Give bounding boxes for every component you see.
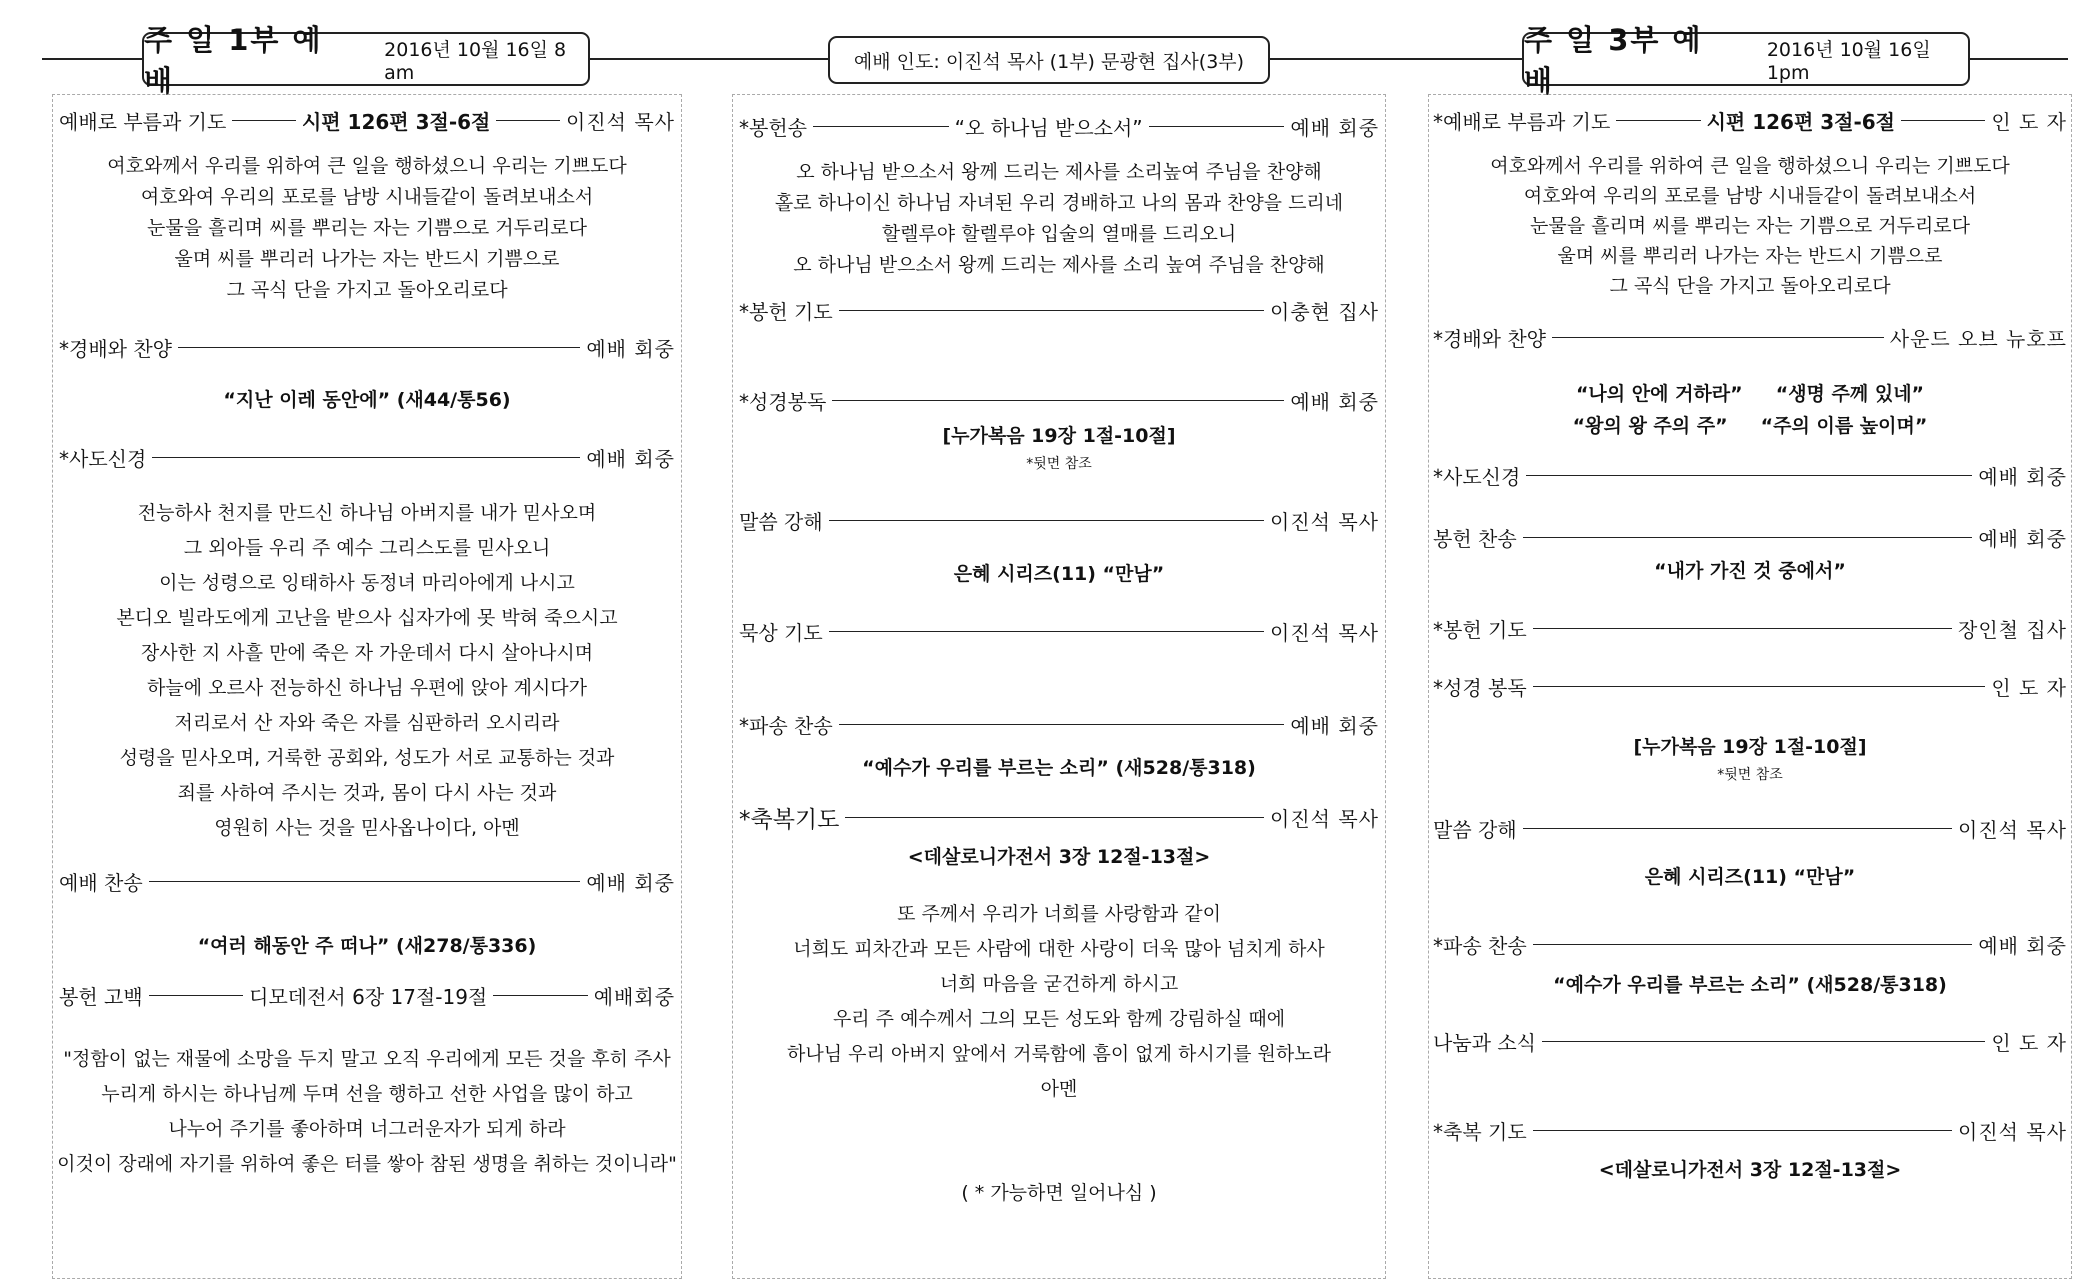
call-text-line: 눈물을 흘리며 씨를 뿌리는 자는 기쁨으로 거두리로다 [1529, 215, 1971, 237]
service-date: 2016년 10월 16일 1pm [1766, 38, 1931, 84]
sending-song [733, 753, 1385, 783]
order-person: 인 도 자 [1991, 675, 2067, 700]
header-service-1 [142, 23, 590, 98]
order-person: 예배 회중 [586, 870, 675, 895]
benediction-line: 또 주께서 우리가 너희를 사랑함과 같이 [897, 903, 1221, 925]
order-label: 나눔과 소식 [1433, 1030, 1536, 1055]
praise-song [53, 385, 681, 415]
header-rule-mid-right [1270, 58, 1522, 60]
call-text-line: 여호와여 우리의 포로를 남방 시내들같이 돌려보내소서 [140, 186, 594, 208]
order-praise [59, 332, 675, 362]
order-person: 인 도 자 [1991, 109, 2068, 134]
order-label: *경배와 찬양 [59, 336, 172, 361]
order-label: *축복기도 [739, 806, 840, 833]
order-label: *성경 봉독 [1433, 675, 1527, 700]
song-number: (새528/통318) [1806, 974, 1947, 996]
column-service-1 [52, 94, 682, 1279]
order-call-to-worship [59, 105, 675, 135]
order-person: 장인철 집사 [1958, 617, 2067, 642]
scripture-ref: 시편 126편 3절-6절 [301, 109, 491, 134]
order-sending-hymn [739, 709, 1379, 739]
order-sermon [739, 505, 1379, 535]
order-creed [1433, 460, 2067, 490]
scripture-ref: <데살로니가전서 3장 12절-13절> [907, 846, 1211, 868]
order-offering-prayer [739, 295, 1379, 325]
order-news [1433, 1026, 2067, 1056]
sending-song [1429, 970, 2071, 1000]
song-title: “여러 해동안 주 떠나” [197, 935, 390, 957]
order-offertory [739, 111, 1379, 141]
order-person: 사운드 오브 뉴호프 [1889, 326, 2067, 351]
order-creed [59, 442, 675, 472]
offertory-lyric-line: 오 하나님 받으소서 왕께 드리는 제사를 소리높여 주님을 찬양해 [796, 161, 1322, 183]
column-middle [732, 94, 1386, 1279]
benediction-line: 하나님 우리 아버지 앞에서 거룩함에 흠이 없게 하시기를 원하노라 [787, 1043, 1331, 1065]
header-rule-left [42, 58, 142, 60]
sermon-title: 은혜 시리즈(11) “만남” [1644, 866, 1856, 888]
order-person: 이진석 목사 [566, 109, 676, 134]
header-rule-right [1970, 58, 2068, 60]
scripture-note: *뒷면 참조 [1717, 767, 1783, 783]
order-label: *성경봉독 [739, 389, 827, 414]
page-title: 주 일 1부 예 배 [144, 23, 323, 98]
order-person: 이진석 목사 [1270, 620, 1379, 645]
song-title: “왕의 왕 주의 주” [1572, 415, 1728, 437]
order-person: 이충현 집사 [1270, 299, 1379, 324]
offertory-lyric-line: 오 하나님 받으소서 왕께 드리는 제사를 소리 높여 주님을 찬양해 [793, 254, 1325, 276]
order-sending-hymn [1433, 929, 2067, 959]
confession-line: 이것이 장래에 자기를 위하여 좋은 터를 쌓아 참된 생명을 취하는 것이니라" [57, 1153, 677, 1175]
order-person: 예배 회중 [1290, 389, 1379, 414]
order-person: 인 도 자 [1991, 1030, 2067, 1055]
order-scripture-reading [1433, 671, 2067, 701]
order-label: *봉헌 기도 [739, 299, 833, 324]
order-label: 봉헌 찬송 [1433, 526, 1517, 551]
creed-line: 하늘에 오르사 전능하신 하나님 우편에 앉아 계시다가 [146, 677, 588, 699]
scripture-ref: [누가복음 19장 1절-10절] [942, 425, 1176, 447]
confession-line: 나누어 주기를 좋아하며 너그러운자가 되게 하라 [168, 1118, 566, 1140]
song-title: “예수가 우리를 부르는 소리” [862, 757, 1109, 779]
order-label: *봉헌 기도 [1433, 617, 1527, 642]
order-benediction [739, 802, 1379, 832]
order-person: 예배 회중 [1978, 464, 2067, 489]
header-service-3 [1522, 23, 1970, 98]
creed-line: 영원히 사는 것을 믿사옵나이다, 아멘 [214, 817, 520, 839]
order-label: 말씀 강해 [1433, 817, 1517, 842]
page-title: 주 일 3부 예 배 [1524, 23, 1703, 98]
offering-song: “내가 가진 것 중에서” [1654, 560, 1846, 582]
order-person: 이진석 목사 [1958, 1119, 2067, 1144]
order-benediction [1433, 1115, 2067, 1145]
creed-line: 그 외아들 우리 주 예수 그리스도를 믿사오니 [183, 537, 551, 559]
call-text-line: 그 곡식 단을 가지고 돌아오리로다 [1609, 275, 1891, 297]
song-title: “오 하나님 받으소서” [954, 115, 1143, 140]
header-leader-box [828, 36, 1270, 84]
order-label: *파송 찬송 [1433, 933, 1527, 958]
order-person: 예배 회중 [1290, 713, 1379, 738]
order-praise [1433, 322, 2067, 352]
order-label: *사도신경 [1433, 464, 1521, 489]
standing-note: ( * 가능하면 일어나심 ) [961, 1182, 1157, 1204]
scripture-note: *뒷면 참조 [1026, 456, 1092, 472]
creed-line: 저리로서 산 자와 죽은 자를 심판하러 오시리라 [174, 712, 560, 734]
scripture-ref: 시편 126편 3절-6절 [1706, 109, 1896, 134]
order-offering-confession [59, 980, 675, 1010]
order-label: *축복 기도 [1433, 1119, 1527, 1144]
call-text-line: 여호와여 우리의 포로를 남방 시내들같이 돌려보내소서 [1523, 185, 1977, 207]
order-person: 예배 회중 [1978, 933, 2067, 958]
call-text-line: 울며 씨를 뿌리러 나가는 자는 반드시 기쁨으로 [1557, 245, 1943, 267]
creed-line: 죄를 사하여 주시는 것과, 몸이 다시 사는 것과 [177, 782, 557, 804]
order-label: 예배 찬송 [59, 870, 143, 895]
order-label: *예배로 부름과 기도 [1433, 109, 1611, 134]
order-person: 예배 회중 [1290, 115, 1380, 140]
benediction-line: 너희 마음을 굳건하게 하시고 [939, 973, 1179, 995]
order-hymn [59, 866, 675, 896]
song-number: (새44/통56) [396, 389, 511, 411]
sermon-title: 은혜 시리즈(11) “만남” [953, 563, 1165, 585]
hymn-song [53, 931, 681, 961]
scripture-ref: <데살로니가전서 3장 12절-13절> [1598, 1159, 1902, 1181]
order-label: 예배로 부름과 기도 [59, 109, 227, 134]
benediction-line: 너희도 피차간과 모든 사람에 대한 사랑이 더욱 많아 넘치게 하사 [793, 938, 1325, 960]
call-text-line: 여호와께서 우리를 위하여 큰 일을 행하셨으니 우리는 기쁘도다 [1490, 155, 2010, 177]
offertory-lyric-line: 홀로 하나이신 하나님 자녀된 우리 경배하고 나의 몸과 찬양을 드리네 [774, 192, 1344, 214]
call-text-line: 눈물을 흘리며 씨를 뿌리는 자는 기쁨으로 거두리로다 [146, 217, 588, 239]
benediction-line: 우리 주 예수께서 그의 모든 성도와 함께 강림하실 때에 [832, 1008, 1286, 1030]
scripture-ref: [누가복음 19장 1절-10절] [1633, 736, 1867, 758]
offertory-lyric-line: 할렐루야 할렐루야 입술의 열매를 드리오니 [881, 223, 1237, 245]
order-label: *경배와 찬양 [1433, 326, 1546, 351]
order-person: 예배회중 [593, 984, 676, 1009]
benediction-line: 아멘 [1040, 1078, 1078, 1100]
column-service-3 [1428, 94, 2072, 1279]
song-title: “예수가 우리를 부르는 소리” [1553, 974, 1800, 996]
confession-line: "정함이 없는 재물에 소망을 두지 말고 오직 우리에게 모든 것을 후히 주사 [63, 1048, 671, 1070]
order-person: 이진석 목사 [1270, 509, 1379, 534]
song-title: “생명 주께 있네” [1775, 383, 1925, 405]
service-date: 2016년 10월 16일 8 am [384, 38, 567, 84]
order-silent-prayer [739, 616, 1379, 646]
order-person: 이진석 목사 [1958, 817, 2067, 842]
song-number: (새278/통336) [395, 935, 537, 957]
order-offering-prayer [1433, 613, 2067, 643]
song-title: “지난 이레 동안에” [223, 389, 391, 411]
call-text-line: 여호와께서 우리를 위하여 큰 일을 행하셨으니 우리는 기쁘도다 [107, 155, 627, 177]
call-text-line: 그 곡식 단을 가지고 돌아오리로다 [226, 279, 508, 301]
order-person: 예배 회중 [586, 336, 675, 361]
scripture-ref: 디모데전서 6장 17절-19절 [249, 984, 488, 1009]
order-label: 묵상 기도 [739, 620, 823, 645]
song-title: “나의 안에 거하라” [1575, 383, 1743, 405]
order-label: 봉헌 고백 [59, 984, 143, 1009]
order-person: 이진석 목사 [1270, 806, 1379, 831]
creed-line: 본디오 빌라도에게 고난을 받으사 십자가에 못 박혀 죽으시고 [116, 607, 618, 629]
order-call-to-worship [1433, 105, 2067, 135]
worship-leader: 예배 인도: 이진석 목사 (1부) 문광현 집사(3부) [853, 50, 1245, 73]
order-label: *봉헌송 [739, 115, 807, 140]
call-text-line: 울며 씨를 뿌리러 나가는 자는 반드시 기쁨으로 [174, 248, 560, 270]
creed-line: 이는 성령으로 잉태하사 동정녀 마리아에게 나시고 [159, 572, 575, 594]
order-offering-hymn [1433, 522, 2067, 552]
order-scripture-reading [739, 385, 1379, 415]
creed-line: 성령을 믿사오며, 거룩한 공회와, 성도가 서로 교통하는 것과 [119, 747, 615, 769]
order-person: 예배 회중 [1978, 526, 2067, 551]
song-number: (새528/통318) [1115, 757, 1256, 779]
order-person: 예배 회중 [586, 446, 675, 471]
confession-line: 누리게 하시는 하나님께 두며 선을 행하고 선한 사업을 많이 하고 [101, 1083, 633, 1105]
praise-song-row [1429, 379, 2071, 409]
order-label: *파송 찬송 [739, 713, 833, 738]
song-title: “주의 이름 높이며” [1760, 415, 1928, 437]
creed-line: 전능하사 천지를 만드신 하나님 아버지를 내가 믿사오며 [137, 502, 597, 524]
order-label: *사도신경 [59, 446, 147, 471]
header-rule-mid-left [590, 58, 828, 60]
order-label: 말씀 강해 [739, 509, 823, 534]
praise-song-row [1429, 411, 2071, 441]
creed-line: 장사한 지 사흘 만에 죽은 자 가운데서 다시 살아나시며 [140, 642, 594, 664]
order-sermon [1433, 813, 2067, 843]
